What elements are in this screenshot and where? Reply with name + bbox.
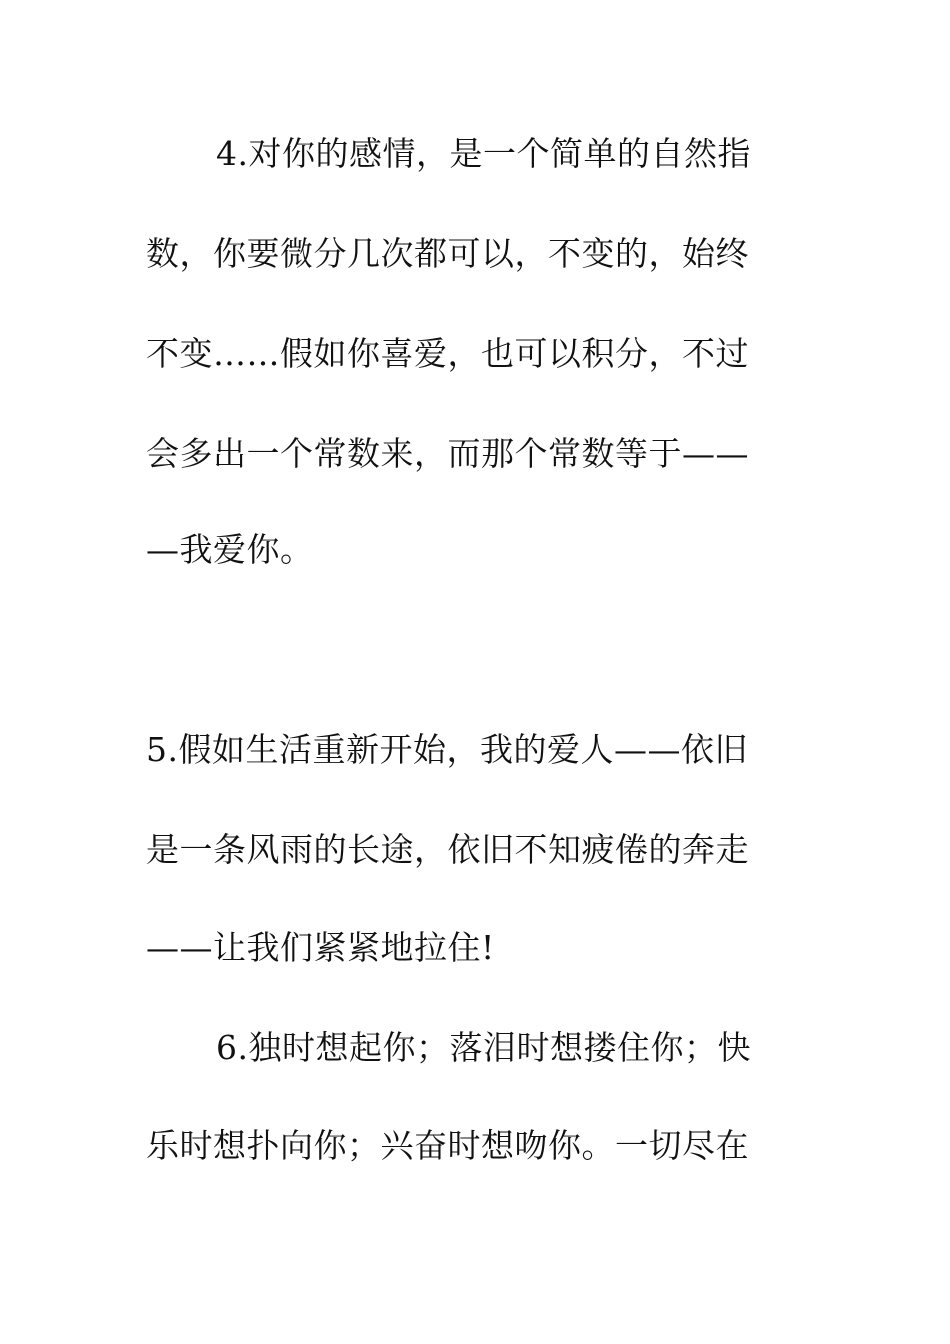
paragraph-4-line-2: 数，你要微分几次都可以，不变的，始终 <box>146 234 749 273</box>
paragraph-4-line-1: 4.对你的感情，是一个简单的自然指 <box>216 134 751 173</box>
paragraph-5-line-2: 是一条风雨的长途，依旧不知疲倦的奔走 <box>146 830 749 869</box>
paragraph-4-line-4: 会多出一个常数来，而那个常数等于—— <box>146 434 749 473</box>
paragraph-6-line-1: 6.独时想起你；落泪时想搂住你；快 <box>216 1028 751 1067</box>
paragraph-6-line-2: 乐时想扑向你；兴奋时想吻你。一切尽在 <box>146 1126 749 1165</box>
paragraph-5-line-3: ——让我们紧紧地拉住! <box>146 928 495 967</box>
paragraph-4-line-3: 不变……假如你喜爱，也可以积分，不过 <box>146 334 749 373</box>
paragraph-5-line-1: 5.假如生活重新开始，我的爱人——依旧 <box>146 730 748 769</box>
paragraph-4-line-5: —我爱你。 <box>146 530 314 569</box>
